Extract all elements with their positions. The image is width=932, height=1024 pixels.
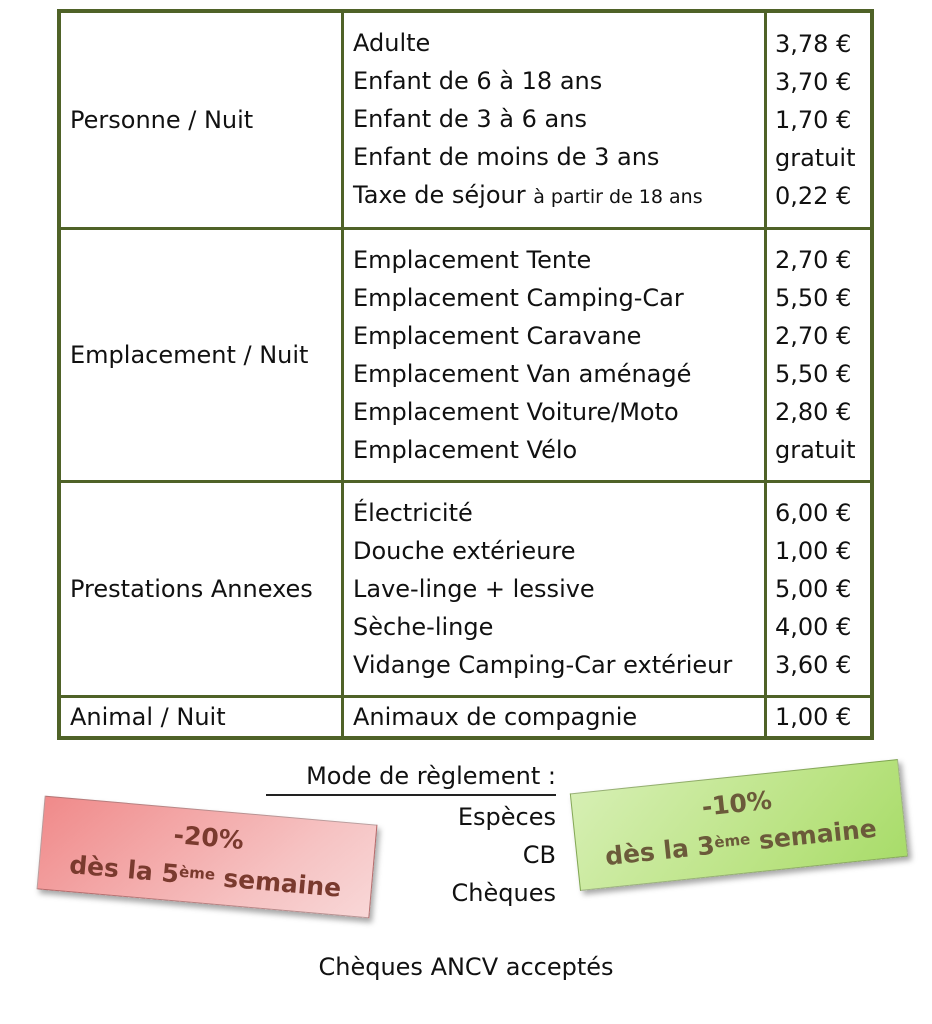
- category-label: Prestations Annexes: [61, 483, 344, 698]
- item-price: 3,60 €: [775, 651, 852, 679]
- item-price: 3,78 €: [775, 30, 852, 58]
- item-label: Emplacement Tente: [353, 246, 592, 274]
- item-label: Lave-linge + lessive: [353, 575, 595, 603]
- item-price: 4,00 €: [775, 613, 852, 641]
- item-label: Taxe de séjour à partir de 18 ans: [353, 181, 703, 209]
- item-label: Animaux de compagnie: [353, 703, 638, 731]
- item-price: 6,00 €: [775, 499, 852, 527]
- item-price: 2,80 €: [775, 398, 852, 426]
- item-price: 2,70 €: [775, 246, 852, 274]
- category-label: Emplacement / Nuit: [61, 230, 344, 483]
- item-price: 1,70 €: [775, 106, 852, 134]
- item-price: 3,70 €: [775, 68, 852, 96]
- price-list: [767, 698, 870, 736]
- item-label: Enfant de moins de 3 ans: [353, 143, 660, 171]
- item-list: [344, 698, 767, 736]
- item-price: 5,50 €: [775, 360, 852, 388]
- item-label: Adulte: [353, 29, 431, 57]
- item-label: Vidange Camping-Car extérieur: [353, 651, 733, 679]
- item-list: [344, 13, 767, 230]
- item-list: [344, 483, 767, 698]
- payment-method: Espèces: [457, 803, 556, 831]
- item-note: à partir de 18 ans: [533, 186, 703, 208]
- discount-condition: dès la 3ème semaine: [603, 813, 878, 872]
- item-label: Emplacement Caravane: [353, 322, 642, 350]
- item-price: 5,50 €: [775, 284, 852, 312]
- price-table: [57, 9, 874, 740]
- discount-sticker-10: [570, 759, 908, 891]
- item-label: Emplacement Voiture/Moto: [353, 398, 679, 426]
- item-price: 2,70 €: [775, 322, 852, 350]
- price-list: [767, 483, 870, 698]
- price-list: [767, 230, 870, 483]
- item-label: Enfant de 3 à 6 ans: [353, 105, 587, 133]
- item-price: 0,22 €: [775, 182, 852, 210]
- item-price: 1,00 €: [775, 703, 852, 731]
- payment-title: Mode de règlement :: [266, 760, 556, 796]
- item-price: 5,00 €: [775, 575, 852, 603]
- item-price: 1,00 €: [775, 537, 852, 565]
- price-list: [767, 13, 870, 230]
- category-label: Personne / Nuit: [61, 13, 344, 230]
- item-label: Emplacement Camping-Car: [353, 284, 684, 312]
- item-list: [344, 230, 767, 483]
- item-label: Sèche-linge: [353, 613, 494, 641]
- item-label: Enfant de 6 à 18 ans: [353, 67, 603, 95]
- discount-percent: -20%: [172, 820, 245, 856]
- item-price: gratuit: [775, 436, 856, 464]
- discount-condition: dès la 5ème semaine: [68, 850, 343, 903]
- ancv-note: Chèques ANCV acceptés: [318, 953, 614, 981]
- item-price: gratuit: [775, 144, 856, 172]
- item-label: Électricité: [353, 499, 473, 527]
- payment-method: CB: [522, 841, 556, 869]
- discount-percent: -10%: [700, 785, 774, 822]
- category-label: Animal / Nuit: [61, 698, 344, 736]
- payment-method: Chèques: [451, 879, 556, 907]
- item-label: Douche extérieure: [353, 537, 576, 565]
- item-label: Emplacement Van aménagé: [353, 360, 692, 388]
- item-label: Emplacement Vélo: [353, 436, 578, 464]
